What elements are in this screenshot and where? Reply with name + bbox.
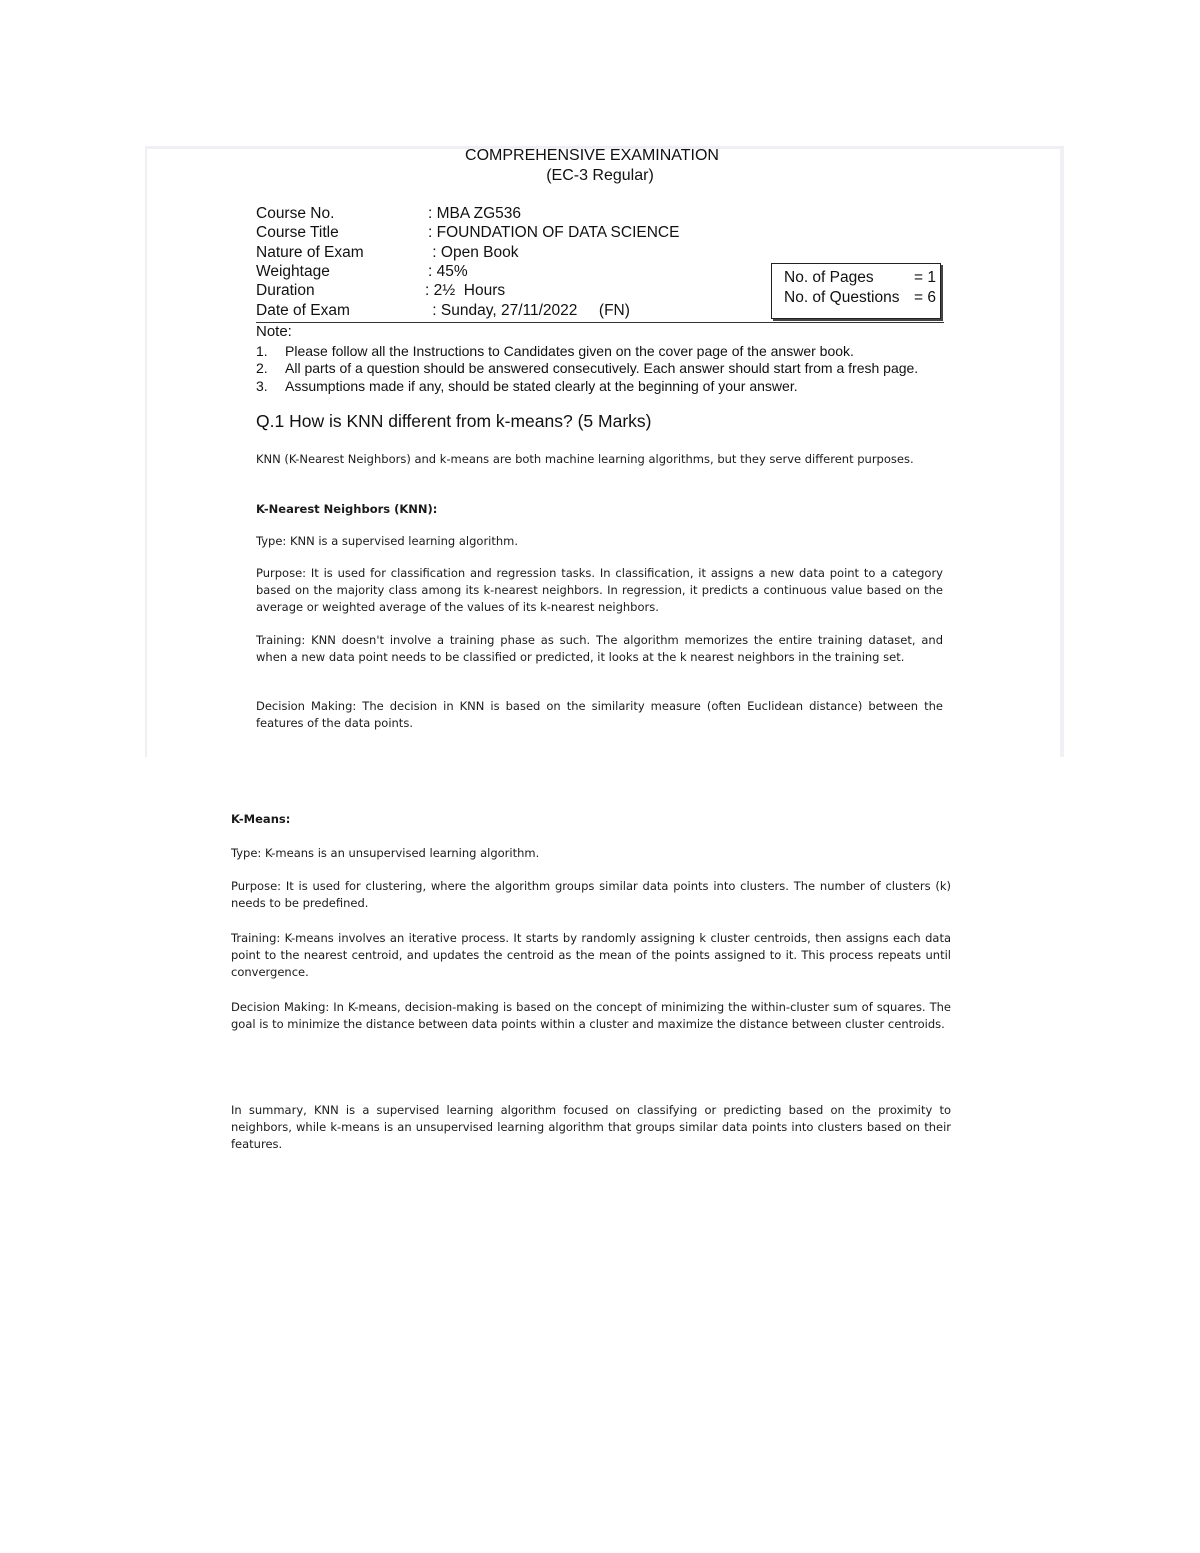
question-title: Q.1 How is KNN different from k-means? (5 Marks) [256,411,652,431]
questions-row [784,289,938,307]
pages-info-box [771,263,941,319]
note-label: Note: [256,323,292,340]
course-title-value: : FOUNDATION OF DATA SCIENCE [428,224,680,241]
kmeans-decision: Decision Making: In K-means, decision-making is based on the concept of minimizing the within-cluster sum of squares. The goal is to minimize the distance between data points within a cluster and maximize the distance between cluster centroids. [231,1000,951,1031]
duration-value: : 2½ Hours [425,282,506,299]
date-of-exam-label: Date of Exam [256,302,350,319]
nature-of-exam-value: : Open Book [428,244,519,261]
note-number: 3. [256,378,268,394]
knn-heading: K-Nearest Neighbors (KNN): [256,502,438,516]
questions-label: No. of Questions [784,289,900,306]
weightage-label: Weightage [256,263,330,280]
note-text: All parts of a question should be answered consecutively. Each answer should start from a fresh page. [285,360,919,376]
kmeans-purpose: Purpose: It is used for clustering, where the algorithm groups similar data points into clusters. The number of clusters (k) needs to be predefined. [231,879,951,910]
kmeans-type: Type: K-means is an unsupervised learning algorithm. [231,846,540,860]
pages-row [784,269,938,287]
exam-subtitle: (EC-3 Regular) [546,167,654,184]
date-of-exam-value: : Sunday, 27/11/2022 (FN) [428,302,630,319]
note-number: 1. [256,343,268,359]
kmeans-heading: K-Means: [231,812,291,826]
kmeans-training: Training: K-means involves an iterative process. It starts by randomly assigning k cluster centroids, then assigns each data point to the nearest centroid, and updates the centroid as the mean of the points assigned to it. This process repeats until convergence. [231,931,951,979]
knn-type: Type: KNN is a supervised learning algorithm. [256,534,519,548]
note-text: Assumptions made if any, should be stated clearly at the beginning of your answer. [285,378,798,394]
note-item [256,360,918,376]
note-number: 2. [256,360,268,376]
pages-label: No. of Pages [784,269,874,286]
header-divider [256,322,944,323]
exam-title: COMPREHENSIVE EXAMINATION [465,147,719,164]
summary-paragraph: In summary, KNN is a supervised learning algorithm focused on classifying or predicting based on the proximity to neighbors, while k-means is an unsupervised learning algorithm that groups similar data points into clusters based on their features. [231,1103,951,1151]
knn-purpose: Purpose: It is used for classification and regression tasks. In classification, it assigns a new data point to a category based on the majority class among its k-nearest neighbors. In regression, it predicts a continuous value based on the average or weighted average of the values of its k-nearest neighbors. [256,566,943,614]
answer-intro: KNN (K-Nearest Neighbors) and k-means are both machine learning algorithms, but they serve different purposes. [256,452,914,466]
questions-value: = 6 [914,289,936,306]
weightage-value: : 45% [428,263,468,280]
note-item [256,378,798,394]
course-title-label: Course Title [256,224,339,241]
note-text: Please follow all the Instructions to Candidates given on the cover page of the answer book. [285,343,854,359]
note-item [256,343,854,359]
duration-label: Duration [256,282,315,299]
nature-of-exam-label: Nature of Exam [256,244,364,261]
knn-decision: Decision Making: The decision in KNN is based on the similarity measure (often Euclidean distance) between the features of the data points. [256,699,943,730]
course-no-value: : MBA ZG536 [428,205,522,222]
knn-training: Training: KNN doesn't involve a training phase as such. The algorithm memorizes the entire training dataset, and when a new data point needs to be classified or predicted, it looks at the k nearest neighbors in the training set. [256,633,943,664]
course-no-label: Course No. [256,205,335,222]
pages-value: = 1 [914,269,936,286]
